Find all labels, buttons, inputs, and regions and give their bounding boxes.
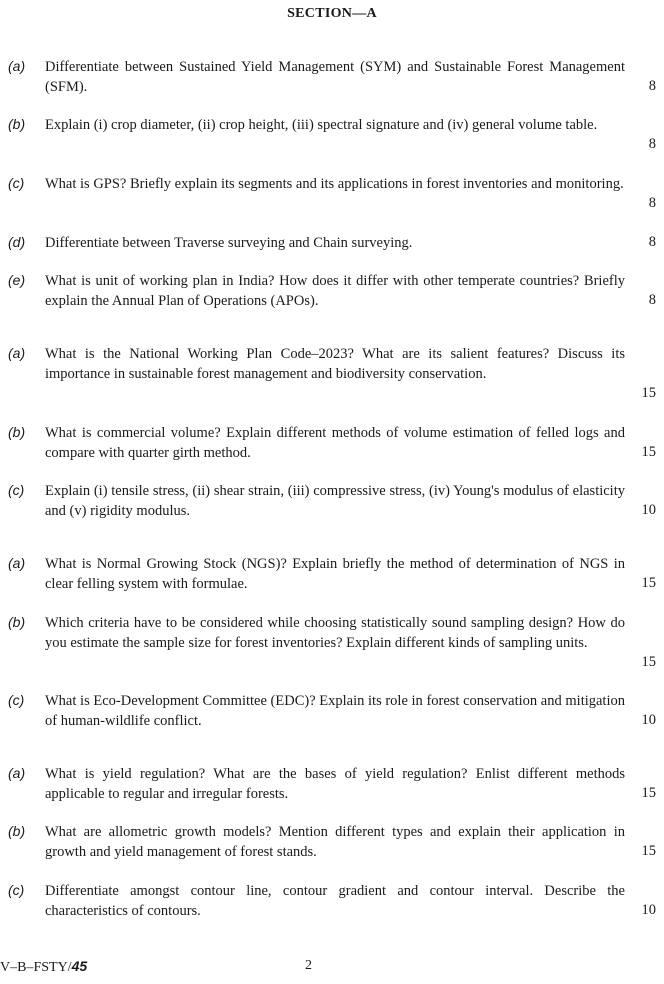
question-marks: 15 bbox=[641, 654, 656, 670]
question-text: What is Normal Growing Stock (NGS)? Explain briefly the method of determination of NGS in clear felling system with formulae. bbox=[45, 556, 625, 592]
question-text: What is unit of working plan in India? How does it differ with other temperate countries? Briefly explain the Annual Plan of Operations (APOs). bbox=[45, 273, 625, 309]
paper-code-prefix: V–B–FSTY/ bbox=[0, 960, 72, 975]
question-text: What is the National Working Plan Code–2023? What are its salient features? Discuss its importance in sustainable forest management and biodiversity conservation. bbox=[45, 346, 625, 382]
question-marks: 8 bbox=[648, 78, 656, 94]
question-marks: 15 bbox=[641, 444, 656, 460]
question-label: (c) bbox=[8, 175, 25, 191]
question-label: (d) bbox=[8, 234, 26, 250]
question-label: (a) bbox=[8, 345, 26, 361]
question-marks: 8 bbox=[648, 292, 656, 308]
question-marks: 15 bbox=[641, 785, 656, 801]
question-text: What is Eco-Development Committee (EDC)? Explain its role in forest conservation and mitigation of human-wildlife conflict. bbox=[45, 693, 625, 729]
question-marks: 15 bbox=[641, 843, 656, 859]
question-text: Differentiate amongst contour line, contour gradient and contour interval. Describe the characteristics of contours. bbox=[45, 883, 625, 919]
question-label: (c) bbox=[8, 482, 25, 498]
question-label: (b) bbox=[8, 116, 26, 132]
question-text: Differentiate between Sustained Yield Management (SYM) and Sustainable Forest Management (SFM). bbox=[45, 59, 625, 95]
question-label: (c) bbox=[8, 882, 25, 898]
question-marks: 10 bbox=[641, 502, 656, 518]
question-marks: 8 bbox=[648, 195, 656, 211]
question-marks: 10 bbox=[641, 712, 656, 728]
paper-code-number: 45 bbox=[71, 958, 88, 974]
question-text: What is commercial volume? Explain different methods of volume estimation of felled logs and compare with quarter girth method. bbox=[45, 425, 625, 461]
question-label: (c) bbox=[8, 692, 25, 708]
question-label: (e) bbox=[8, 272, 26, 288]
question-text: What is GPS? Briefly explain its segments and its applications in forest inventories and monitoring. bbox=[45, 176, 624, 192]
paper-code bbox=[0, 958, 87, 976]
question-marks: 10 bbox=[641, 902, 656, 918]
question-marks: 8 bbox=[648, 136, 656, 152]
question-marks: 8 bbox=[648, 234, 656, 250]
question-label: (b) bbox=[8, 614, 26, 630]
page-number: 2 bbox=[305, 958, 312, 973]
question-text: Which criteria have to be considered while choosing statistically sound sampling design? How do you estimate the sample size for forest inventories? Explain different kinds of sampling units. bbox=[45, 615, 625, 651]
section-title: SECTION—A bbox=[287, 6, 377, 21]
question-marks: 15 bbox=[641, 385, 656, 401]
question-text: Differentiate between Traverse surveying and Chain surveying. bbox=[45, 235, 413, 251]
question-marks: 15 bbox=[641, 575, 656, 591]
question-text: Explain (i) crop diameter, (ii) crop height, (iii) spectral signature and (iv) general volume table. bbox=[45, 117, 598, 133]
question-text: Explain (i) tensile stress, (ii) shear strain, (iii) compressive stress, (iv) Young's modulus of elasticity and (v) rigidity modulus. bbox=[45, 483, 625, 519]
question-label: (a) bbox=[8, 765, 26, 781]
question-text: What are allometric growth models? Mention different types and explain their application in growth and yield management of forest stands. bbox=[45, 824, 625, 860]
question-label: (a) bbox=[8, 555, 26, 571]
question-label: (a) bbox=[8, 58, 26, 74]
question-label: (b) bbox=[8, 823, 26, 839]
question-text: What is yield regulation? What are the bases of yield regulation? Enlist different methods applicable to regular and irregular forests. bbox=[45, 766, 625, 802]
question-label: (b) bbox=[8, 424, 26, 440]
